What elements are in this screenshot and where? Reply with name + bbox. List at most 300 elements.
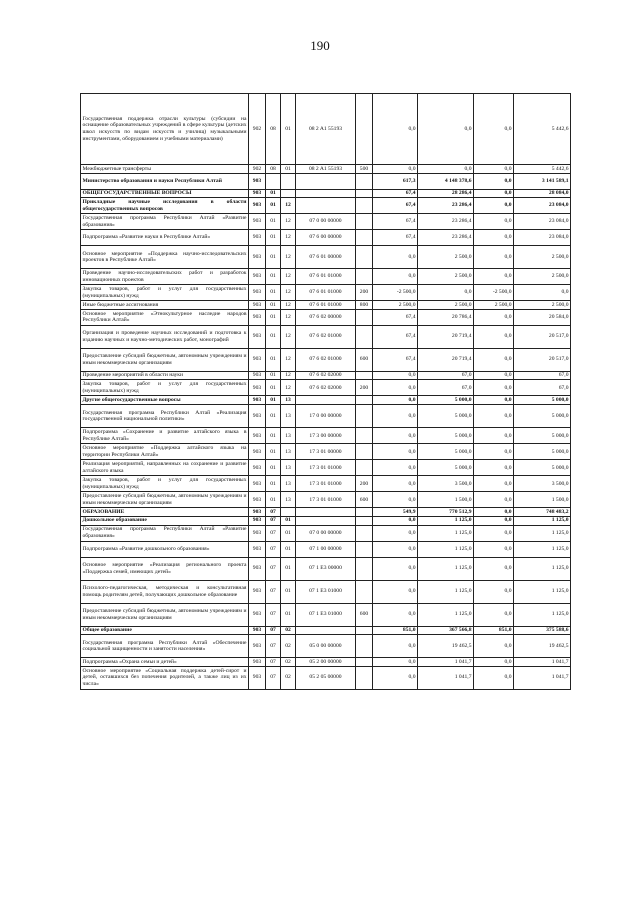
expense-type-cell [356,214,373,230]
ved-cell: 903 [249,516,266,525]
amount-cell-2: 2 500,0 [418,246,474,269]
table-row [81,460,571,476]
amount-cell-4: 3 500,0 [514,476,571,492]
amount-cell-3: 0,0 [474,165,514,174]
expense-type-cell [356,173,373,189]
row-name-cell: Основное мероприятие «Поддержка научно-исследовательских проектов в Республике Алтай» [81,246,249,269]
amount-cell-3: 0,0 [474,371,514,380]
table-row [81,246,571,269]
amount-cell-2: 770 512,9 [418,508,474,517]
amount-cell-4: 2 500,0 [514,269,571,285]
subsection-cell: 02 [281,635,296,658]
table-row [81,165,571,174]
amount-cell-1: 617,3 [373,173,418,189]
section-cell: 01 [266,309,281,325]
subsection-cell: 12 [281,269,296,285]
amount-cell-3: -2 500,0 [474,285,514,301]
amount-cell-4: 23 084,0 [514,198,571,214]
amount-cell-2: 2 500,0 [418,301,474,310]
amount-cell-2: 1 500,0 [418,492,474,508]
amount-cell-1: 851,0 [373,626,418,635]
amount-cell-2: 4 148 378,6 [418,173,474,189]
expense-type-cell [356,508,373,517]
target-article-cell: 07 6 02 00000 [296,309,356,325]
table-row [81,325,571,348]
section-cell: 01 [266,214,281,230]
subsection-cell: 01 [281,516,296,525]
ved-cell: 903 [249,246,266,269]
amount-cell-2: 1 125,0 [418,557,474,580]
table-row [81,269,571,285]
expense-type-cell [356,428,373,444]
section-cell: 01 [266,460,281,476]
amount-cell-4: 5 000,0 [514,460,571,476]
amount-cell-2: 0,0 [418,165,474,174]
target-article-cell [296,508,356,517]
expense-type-cell [356,405,373,428]
ved-cell: 903 [249,666,266,689]
subsection-cell: 02 [281,658,296,667]
amount-cell-3: 0,0 [474,557,514,580]
ved-cell: 902 [249,165,266,174]
ved-cell: 903 [249,541,266,557]
ved-cell: 903 [249,380,266,396]
section-cell: 07 [266,603,281,626]
expense-type-cell [356,444,373,460]
row-name-cell: Государственная программа Республики Алтай «Развитие образования» [82,215,247,228]
target-article-cell: 07 1 E3 00000 [296,557,356,580]
amount-cell-2: 5 000,0 [418,396,474,405]
amount-cell-1: 0,0 [373,557,418,580]
subsection-cell: 12 [281,348,296,371]
ved-cell: 903 [249,230,266,246]
ved-cell: 903 [249,405,266,428]
subsection-cell: 13 [281,428,296,444]
amount-cell-1: 0,0 [373,269,418,285]
amount-cell-1: 0,0 [373,635,418,658]
subsection-cell: 12 [281,301,296,310]
table-row [81,626,571,635]
expense-type-cell: 200 [356,285,373,301]
amount-cell-1: 67,4 [373,198,418,214]
amount-cell-4: 1 041,7 [514,658,571,667]
amount-cell-3: 0,0 [474,309,514,325]
expense-type-cell [356,94,373,165]
row-name-cell: Основное мероприятие «Реализация регионального проекта «Поддержка семей, имеющих детей» [81,557,249,580]
row-name-cell: Прикладные научные исследования в области общегосударственных вопросов [82,199,247,212]
amount-cell-4: 1 125,0 [514,541,571,557]
amount-cell-4: 5 000,0 [514,444,571,460]
amount-cell-4: 748 483,2 [514,508,571,517]
expense-type-cell [356,525,373,541]
table-row [81,603,571,626]
section-cell: 01 [266,285,281,301]
table-row [81,396,571,405]
table-row [81,492,571,508]
target-article-cell: 17 3 00 00000 [296,428,356,444]
row-name-cell: Предоставление субсидий бюджетным, автономным учреждениям и иным некоммерческим организациям [82,493,247,506]
target-article-cell: 07 6 01 01000 [296,285,356,301]
amount-cell-3: 0,0 [474,508,514,517]
target-article-cell [296,189,356,198]
subsection-cell: 01 [281,603,296,626]
amount-cell-4: 1 125,0 [514,525,571,541]
expense-type-cell: 600 [356,492,373,508]
amount-cell-3: 0,0 [474,94,514,165]
amount-cell-3: 0,0 [474,460,514,476]
amount-cell-4: 23 084,0 [514,230,571,246]
amount-cell-4: 1 125,0 [514,516,571,525]
ved-cell: 903 [249,189,266,198]
subsection-cell [281,189,296,198]
row-name-cell: Психолого-педагогическая, методическая и консультативная помощь родителям детей, получающих дошкольное образование [81,580,249,603]
page-number: 190 [310,38,330,53]
amount-cell-3: 0,0 [474,541,514,557]
table-row [81,666,571,689]
table-row [81,580,571,603]
amount-cell-4: 20 517,0 [514,348,571,371]
expense-type-cell [356,460,373,476]
table-row [81,301,571,310]
amount-cell-1: 67,4 [373,325,418,348]
target-article-cell [296,173,356,189]
expense-type-cell [356,198,373,214]
row-name-cell: Подпрограмма «Развитие дошкольного образования» [81,541,249,557]
expense-type-cell [356,371,373,380]
expense-type-cell [356,325,373,348]
ved-cell: 903 [249,603,266,626]
expense-type-cell [356,269,373,285]
amount-cell-2: 20 719,4 [418,348,474,371]
section-cell: 07 [266,541,281,557]
row-name-cell: Предоставление субсидий бюджетным, автономным учреждениям и иным некоммерческим организациям [81,348,249,371]
target-article-cell: 05 2 00 00000 [296,658,356,667]
amount-cell-4: 1 041,7 [514,666,571,689]
section-cell: 08 [266,165,281,174]
ved-cell: 903 [249,325,266,348]
target-article-cell: 07 6 01 00000 [296,246,356,269]
amount-cell-4: 5 000,0 [514,405,571,428]
subsection-cell: 12 [281,214,296,230]
table-row [81,348,571,371]
ved-cell: 903 [249,626,266,635]
amount-cell-4: 20 517,0 [514,325,571,348]
expense-type-cell [356,635,373,658]
expense-type-cell [356,580,373,603]
ved-cell: 903 [249,492,266,508]
ved-cell: 903 [249,214,266,230]
row-name-cell: Закупка товаров, работ и услуг для государственных (муниципальных) нужд [82,381,247,394]
amount-cell-1: 0,0 [373,165,418,174]
expense-type-cell [356,309,373,325]
expense-type-cell [356,557,373,580]
section-cell: 07 [266,626,281,635]
amount-cell-3: 0,0 [474,476,514,492]
amount-cell-2: 23 286,4 [418,198,474,214]
amount-cell-2: 23 286,4 [418,230,474,246]
table-row [81,214,571,230]
amount-cell-3: 851,0 [474,626,514,635]
target-article-cell: 17 0 00 00000 [296,405,356,428]
amount-cell-3: 0,0 [474,405,514,428]
amount-cell-1: 0,0 [373,516,418,525]
amount-cell-4: 5 000,0 [514,428,571,444]
amount-cell-2: 0,0 [418,285,474,301]
section-cell: 07 [266,557,281,580]
budget-table-body [81,94,571,690]
amount-cell-3: 0,0 [474,428,514,444]
amount-cell-4: 67,0 [514,371,571,380]
table-row [81,658,571,667]
subsection-cell: 12 [281,246,296,269]
table-row [81,380,571,396]
expense-type-cell: 200 [356,380,373,396]
amount-cell-1: 0,0 [373,444,418,460]
row-name-cell: Реализация мероприятий, направленных на сохранение и развитие алтайского языка [82,461,247,474]
expense-type-cell [356,626,373,635]
section-cell: 01 [266,405,281,428]
ved-cell: 903 [249,525,266,541]
row-name-cell: Проведение мероприятий в области науки [81,371,249,380]
amount-cell-2: 5 000,0 [418,444,474,460]
row-name-cell: Закупка товаров, работ и услуг для государственных (муниципальных) нужд [82,286,247,299]
ved-cell: 903 [249,508,266,517]
section-cell: 01 [266,301,281,310]
subsection-cell: 01 [281,525,296,541]
section-cell: 01 [266,189,281,198]
subsection-cell: 13 [281,460,296,476]
amount-cell-3: 0,0 [474,658,514,667]
row-name-cell: Иные бюджетные ассигнования [81,301,249,310]
amount-cell-1: 0,0 [373,371,418,380]
target-article-cell: 05 2 05 00000 [296,666,356,689]
amount-cell-2: 1 041,7 [418,658,474,667]
expense-type-cell: 600 [356,348,373,371]
section-cell: 01 [266,428,281,444]
target-article-cell: 07 6 01 01000 [296,269,356,285]
ved-cell: 903 [249,557,266,580]
amount-cell-4: 1 125,0 [514,603,571,626]
amount-cell-3: 2 500,0 [474,301,514,310]
ved-cell: 903 [249,460,266,476]
amount-cell-3: 0,0 [474,198,514,214]
row-name-cell: Подпрограмма «Развитие науки в Республике Алтай» [81,230,249,246]
amount-cell-3: 0,0 [474,580,514,603]
subsection-cell: 12 [281,198,296,214]
amount-cell-4: 5 442,6 [514,94,571,165]
target-article-cell: 17 3 01 01000 [296,492,356,508]
expense-type-cell: 500 [356,165,373,174]
amount-cell-4: 2 500,0 [514,301,571,310]
amount-cell-2: 0,0 [418,94,474,165]
expense-type-cell [356,230,373,246]
amount-cell-2: 5 000,0 [418,428,474,444]
amount-cell-3: 0,0 [474,189,514,198]
section-cell: 01 [266,380,281,396]
amount-cell-1: 67,4 [373,230,418,246]
target-article-cell: 07 6 02 01000 [296,325,356,348]
ved-cell: 903 [249,635,266,658]
expense-type-cell [356,246,373,269]
amount-cell-1: 67,4 [373,214,418,230]
amount-cell-1: 549,9 [373,508,418,517]
subsection-cell: 13 [281,492,296,508]
amount-cell-1: 2 500,0 [373,301,418,310]
amount-cell-2: 20 786,4 [418,309,474,325]
table-row [81,230,571,246]
target-article-cell: 17 3 01 01000 [296,460,356,476]
section-cell: 08 [266,94,281,165]
target-article-cell [296,626,356,635]
amount-cell-1: 0,0 [373,405,418,428]
target-article-cell: 07 6 02 02000 [296,371,356,380]
amount-cell-1: 67,4 [373,189,418,198]
ved-cell: 903 [249,444,266,460]
row-name-cell: Министерство образования и науки Республики Алтай [81,173,249,189]
row-name-cell: Дошкольное образование [81,516,249,525]
amount-cell-1: 0,0 [373,525,418,541]
amount-cell-4: 1 500,0 [514,492,571,508]
amount-cell-1: 67,4 [373,348,418,371]
ved-cell: 903 [249,198,266,214]
amount-cell-4: 0,0 [514,285,571,301]
section-cell: 01 [266,476,281,492]
amount-cell-3: 0,0 [474,525,514,541]
amount-cell-4: 5 442,6 [514,165,571,174]
table-row [81,309,571,325]
subsection-cell: 12 [281,285,296,301]
section-cell: 07 [266,666,281,689]
section-cell: 07 [266,658,281,667]
amount-cell-1: 0,0 [373,580,418,603]
ved-cell: 903 [249,428,266,444]
section-cell: 01 [266,396,281,405]
target-article-cell: 07 0 00 00000 [296,214,356,230]
amount-cell-2: 1 125,0 [418,603,474,626]
subsection-cell: 02 [281,666,296,689]
target-article-cell: 08 2 A1 55193 [296,94,356,165]
subsection-cell: 12 [281,230,296,246]
amount-cell-1: 67,4 [373,309,418,325]
subsection-cell: 12 [281,371,296,380]
subsection-cell [281,508,296,517]
table-row [81,428,571,444]
amount-cell-4: 67,0 [514,380,571,396]
row-name-cell: Основное мероприятие «Социальная поддержка детей-сирот и детей, оставшихся без попечения родителей, а также лиц из их числа» [81,666,249,689]
section-cell: 01 [266,325,281,348]
amount-cell-2: 20 719,4 [418,325,474,348]
subsection-cell: 01 [281,165,296,174]
target-article-cell: 07 6 01 01000 [296,301,356,310]
amount-cell-1: 0,0 [373,492,418,508]
expense-type-cell: 800 [356,301,373,310]
amount-cell-1: 0,0 [373,658,418,667]
target-article-cell: 07 6 02 01000 [296,348,356,371]
subsection-cell: 01 [281,541,296,557]
target-article-cell: 17 3 01 00000 [296,444,356,460]
row-name-cell: ОБРАЗОВАНИЕ [81,508,249,517]
table-row [81,635,571,658]
ved-cell: 903 [249,580,266,603]
target-article-cell: 17 3 01 01000 [296,476,356,492]
row-name-cell: Государственная программа Республики Алтай «Развитие образования» [82,526,247,540]
subsection-cell: 12 [281,309,296,325]
amount-cell-3: 0,0 [474,173,514,189]
section-cell: 01 [266,269,281,285]
ved-cell: 902 [249,94,266,165]
table-row [81,516,571,525]
ved-cell: 903 [249,371,266,380]
amount-cell-2: 5 000,0 [418,460,474,476]
amount-cell-3: 0,0 [474,230,514,246]
subsection-cell: 01 [281,94,296,165]
amount-cell-4: 375 588,6 [514,626,571,635]
table-row [81,285,571,301]
expense-type-cell: 600 [356,603,373,626]
target-article-cell: 07 6 02 02000 [296,380,356,396]
target-article-cell [296,198,356,214]
amount-cell-4: 1 125,0 [514,557,571,580]
target-article-cell: 07 1 00 00000 [296,541,356,557]
amount-cell-3: 0,0 [474,269,514,285]
amount-cell-4: 23 084,0 [514,214,571,230]
section-cell: 01 [266,444,281,460]
ved-cell: 903 [249,476,266,492]
row-name-cell: Общее образование [81,626,249,635]
amount-cell-3: 0,0 [474,516,514,525]
row-name-cell: Другие общегосударственные вопросы [81,396,249,405]
subsection-cell [281,173,296,189]
amount-cell-1: 0,0 [373,476,418,492]
table-row [81,541,571,557]
amount-cell-3: 0,0 [474,246,514,269]
row-name-cell: Межбюджетные трансферты [81,165,249,174]
ved-cell: 903 [249,173,266,189]
amount-cell-3: 0,0 [474,214,514,230]
target-article-cell [296,516,356,525]
target-article-cell: 07 0 00 00000 [296,525,356,541]
amount-cell-2: 1 125,0 [418,516,474,525]
ved-cell: 903 [249,348,266,371]
subsection-cell: 13 [281,476,296,492]
section-cell: 01 [266,492,281,508]
amount-cell-2: 67,0 [418,371,474,380]
ved-cell: 903 [249,285,266,301]
table-row [81,405,571,428]
amount-cell-3: 0,0 [474,603,514,626]
ved-cell: 903 [249,309,266,325]
ved-cell: 903 [249,301,266,310]
row-name-cell: Организация и проведение научных исследований и подготовка к изданию научных и научно-методических работ, монографий [81,325,249,348]
section-cell: 07 [266,525,281,541]
target-article-cell: 07 6 00 00000 [296,230,356,246]
section-cell [266,173,281,189]
expense-type-cell [356,658,373,667]
amount-cell-4: 19 462,5 [514,635,571,658]
amount-cell-2: 1 125,0 [418,580,474,603]
row-name-cell: Подпрограмма «Сохранение и развитие алтайского языка в Республике Алтай» [82,429,247,442]
subsection-cell: 01 [281,557,296,580]
target-article-cell: 08 2 A1 55193 [296,165,356,174]
ved-cell: 903 [249,658,266,667]
amount-cell-1: 0,0 [373,666,418,689]
section-cell: 01 [266,246,281,269]
amount-cell-4: 5 000,0 [514,396,571,405]
row-name-cell: Предоставление субсидий бюджетным, автономным учреждениям и иным некоммерческим организациям [81,603,249,626]
subsection-cell: 12 [281,325,296,348]
section-cell: 07 [266,580,281,603]
row-name-cell: Государственная программа Республики Алтай «Обеспечение социальной защищенности и занятости населения» [81,635,249,658]
